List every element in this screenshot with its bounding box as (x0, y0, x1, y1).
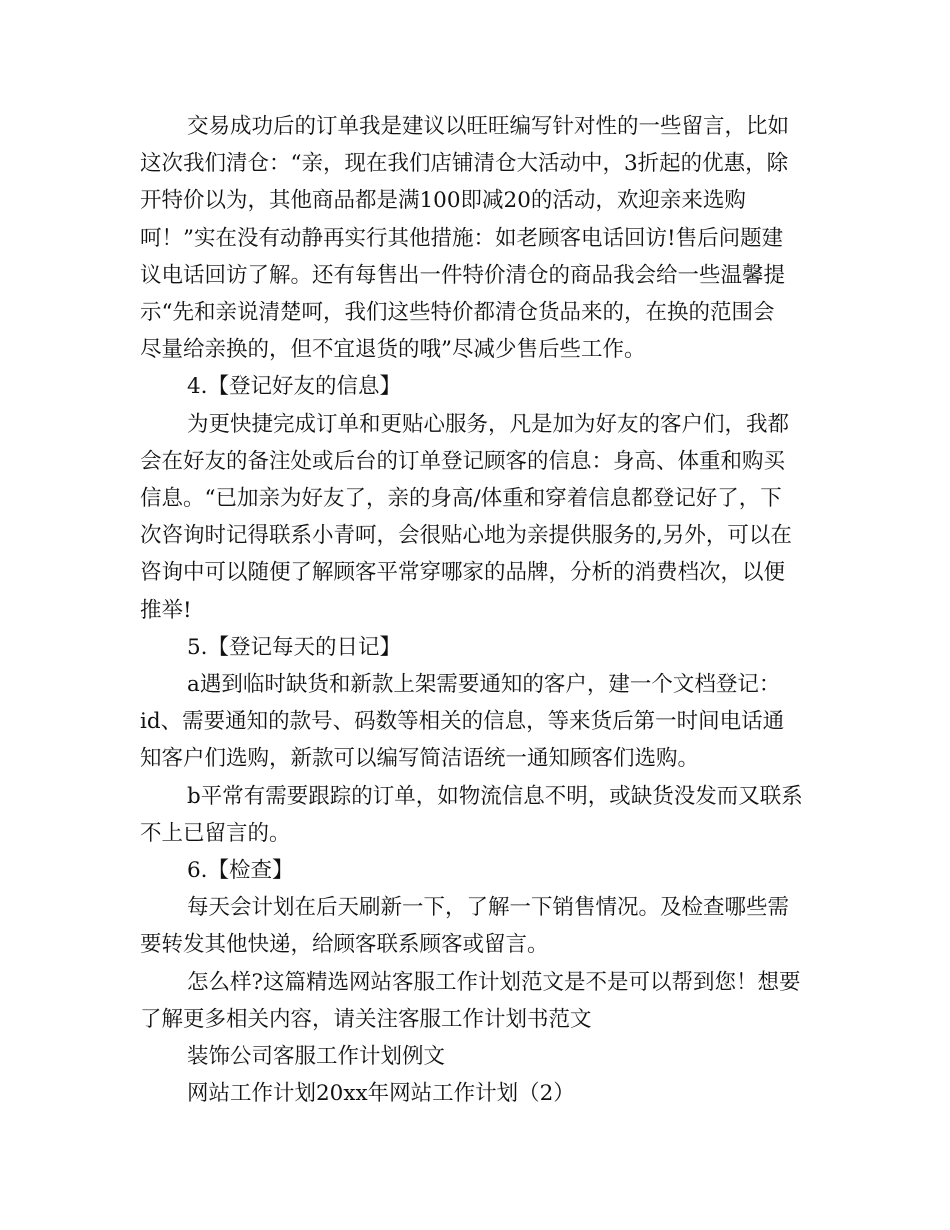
text-line: id、需要通知的款号、码数等相关的信息，等来货后第一时间电话通 (140, 709, 785, 735)
paragraph (140, 368, 810, 405)
text-line: 推举! (140, 597, 192, 623)
paragraph (140, 852, 810, 889)
text-line: 次咨询时记得联系小青呵，会很贴心地为亲提供服务的,另外，可以在 (140, 523, 792, 549)
text-line: 5.【登记每天的日记】 (187, 634, 402, 660)
text-line: 每天会计划在后天刷新一下，了解一下销售情况。及检查哪些需 (187, 895, 790, 921)
text-line: 了解更多相关内容，请关注客服工作计划书范文 (140, 1006, 592, 1032)
text-line: 信息。“已加亲为好友了，亲的身高/体重和穿着信息都登记好了，下 (140, 486, 782, 512)
text-line: 交易成功后的订单我是建议以旺旺编写针对性的一些留言，比如 (187, 114, 790, 139)
text-line: 咨询中可以随便了解顾客平常穿哪家的品牌，分析的消费档次，以便 (140, 560, 786, 586)
text-line: 这次我们清仓：“亲，现在我们店铺清仓大活动中，3折起的优惠，除 (140, 151, 789, 177)
text-line: 6.【检查】 (187, 858, 294, 884)
paragraph (140, 964, 810, 1038)
paragraph (140, 1038, 810, 1075)
text-line: 开特价以为，其他商品都是满100即减20的活动，欢迎亲来选购 (140, 188, 746, 214)
text-line: 知客户们选购，新款可以编写简洁语统一通知顾客们选购。 (140, 746, 700, 772)
text-line: 示“先和亲说清楚呵，我们这些特价都清仓货品来的，在换的范围会 (140, 300, 775, 326)
text-line: 4.【登记好友的信息】 (187, 374, 402, 400)
text-line: 会在好友的备注处或后台的订单登记顾客的信息：身高、体重和购买 (140, 448, 786, 474)
text-line: a遇到临时缺货和新款上架需要通知的客户，建一个文档登记： (187, 672, 781, 698)
text-line: 怎么样?这篇精选网站客服工作计划范文是不是可以帮到您！想要 (187, 969, 801, 995)
paragraph (140, 108, 810, 368)
text-line: 网站工作计划20xx年网站工作计划（2） (187, 1081, 575, 1107)
paragraph (140, 629, 810, 666)
text-line: 呵！”实在没有动静再实行其他措施：如老顾客电话回访!售后问题建 (140, 225, 784, 251)
text-line: 装饰公司客服工作计划例文 (187, 1044, 446, 1070)
document-body (140, 108, 810, 1112)
paragraph (140, 406, 810, 629)
paragraph (140, 778, 810, 852)
text-line: 不上已留言的。 (140, 820, 291, 846)
text-line: 议电话回访了解。还有每售出一件特价清仓的商品我会给一些温馨提 (140, 262, 786, 288)
paragraph (140, 666, 810, 778)
text-line: b平常有需要跟踪的订单，如物流信息不明，或缺货没发而又联系 (187, 783, 803, 809)
paragraph (140, 1075, 810, 1112)
text-line: 尽量给亲换的，但不宜退货的哦”尽减少售后些工作。 (140, 337, 646, 363)
text-line: 要转发其他快递，给顾客联系顾客或留言。 (140, 932, 549, 958)
paragraph (140, 889, 810, 963)
text-line: 为更快捷完成订单和更贴心服务，凡是加为好友的客户们，我都 (187, 411, 790, 437)
